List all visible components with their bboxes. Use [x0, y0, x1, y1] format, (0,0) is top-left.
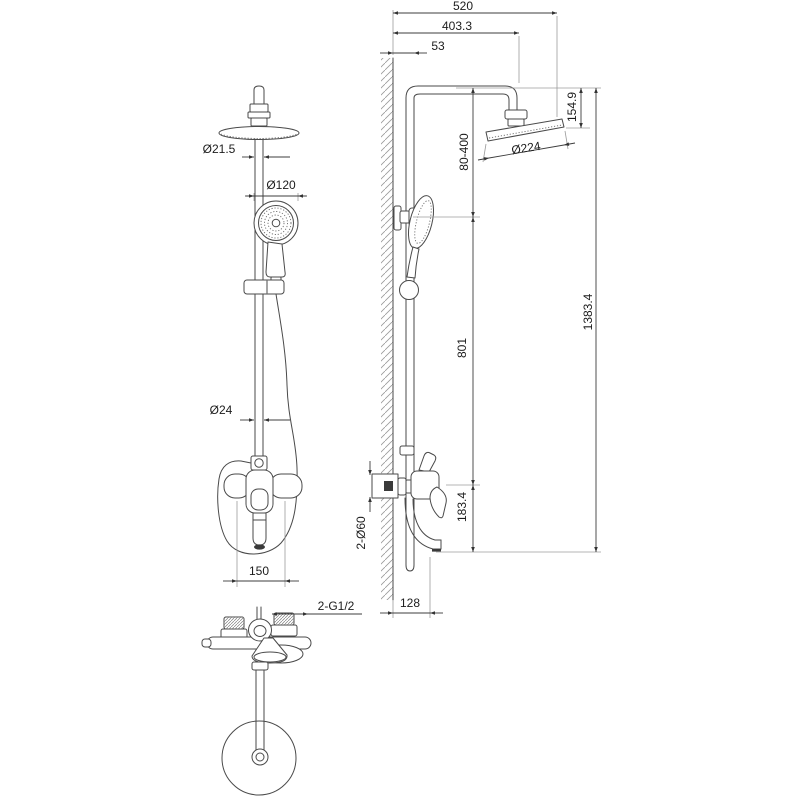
dim-width-total-label: 520	[452, 0, 474, 13]
dim-arm-reach-label: 403.3	[441, 19, 473, 33]
mixer-spout-outlet-front	[254, 544, 265, 549]
wall-hatch	[381, 58, 393, 600]
side-hose-end	[406, 565, 414, 571]
dim-slide-bar-length-label: 801	[455, 337, 469, 359]
front-pipe-ring	[248, 112, 270, 118]
hand-shower-handle-side	[407, 247, 419, 278]
mixer-right-union-front	[270, 474, 302, 498]
top-crossbar-arm	[202, 639, 211, 647]
top-right-handle-knurl	[274, 613, 294, 625]
hose-ring-side	[400, 281, 419, 300]
hand-shower-handle-front	[266, 242, 285, 277]
dim-rain-head-diameter-label: Ø224	[510, 138, 542, 158]
shower-arm-outer	[406, 86, 517, 112]
top-view	[202, 607, 311, 795]
dim-thread-connections-label: 2-G1/2	[317, 599, 355, 613]
dim-slider-range-label: 80-400	[457, 133, 471, 171]
dim-spout-reach-label: 128	[399, 596, 421, 610]
top-riser-union	[252, 662, 268, 670]
dim-inlet-spacing-label: 150	[248, 564, 270, 578]
dim-wall-offset-label: 53	[431, 39, 445, 53]
rain-head-front	[219, 127, 299, 140]
mixer-body-front	[246, 470, 273, 513]
top-left-handle-knurl	[224, 617, 244, 629]
dim-riser-pipe-diameter-label: Ø24	[209, 403, 233, 417]
slider-bracket-front	[244, 280, 284, 294]
mixer-handle-side	[430, 487, 446, 518]
rain-head-top-hub-outer	[252, 749, 268, 765]
inwall-box-port	[384, 481, 393, 491]
shower-arm-inner	[414, 94, 509, 112]
dim-head-drop-label: 154.9	[565, 91, 579, 123]
front-pipe-ring2	[251, 118, 267, 126]
dim-arrow-224-r	[564, 143, 575, 145]
front-pipe-connector	[250, 104, 268, 112]
rain-head-side	[486, 119, 564, 141]
front-view	[218, 86, 302, 554]
dim-spout-drop-label: 183.4	[455, 491, 469, 523]
front-top-pipe	[254, 86, 264, 104]
dim-total-height-label: 1383.4	[581, 293, 595, 331]
mixer-hose-nipple-front	[251, 456, 267, 470]
dim-top-pipe-diameter-label: Ø21.5	[202, 142, 236, 156]
diverter-knob-side	[419, 452, 436, 472]
mixer-wall-flange	[398, 478, 406, 495]
dim-hand-shower-diameter-label: Ø120	[266, 178, 296, 192]
top-right-handle-base	[271, 625, 297, 636]
dim-wall-flanges-label: 2-Ø60	[354, 516, 368, 550]
spout-outlet-side	[432, 549, 441, 552]
mixer-spout-front	[253, 513, 266, 545]
rain-head-connector	[505, 110, 527, 119]
diverter-clamp	[400, 446, 414, 455]
ext-head224-right	[565, 131, 568, 149]
rain-head-connector2	[508, 119, 524, 126]
